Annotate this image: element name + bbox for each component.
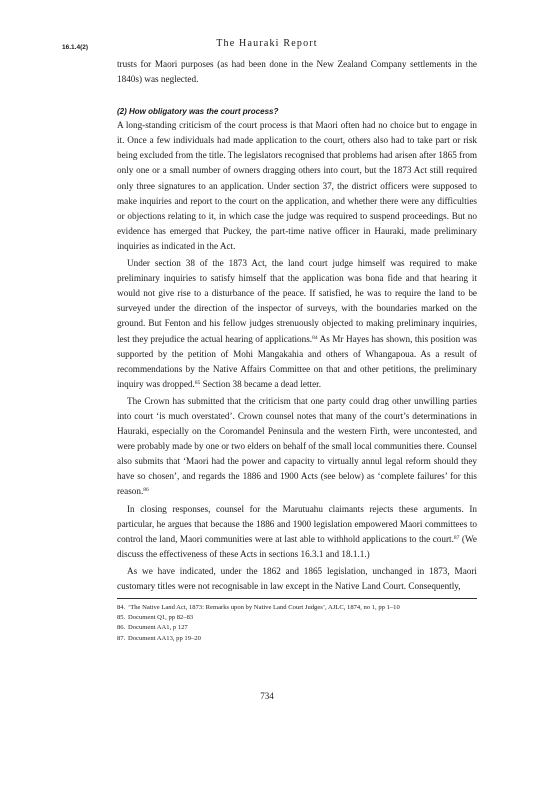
paragraph-closing-responses: [117, 502, 477, 562]
footnote-number: 84.: [117, 604, 126, 611]
footnote-text: Document AA13, pp 19–20: [128, 634, 201, 642]
footnote-ref-86[interactable]: 86: [143, 487, 149, 494]
footnote-85: [117, 613, 477, 623]
footnote-84: [117, 603, 477, 613]
paragraph-text: As Mr Hayes has shown, this position was supported by the petition of Mohi Mangakahia and others of Whangapoua. As a result of recommendations by the Native Affairs Committee on that and other petitions, the preliminary inquiry was dropped.: [117, 333, 477, 389]
paragraph-continuation: trusts for Maori purposes (as had been done in the New Zealand Company settlements in the 1840s) was neglected.: [117, 59, 477, 85]
page-number: 734: [260, 691, 274, 701]
footnote-number: 86.: [117, 624, 126, 632]
paragraph-text: The Crown has submitted that the criticism that one party could drag other unwilling parties into court ‘is much overstated’. Crown counsel notes that many of the court’s determinations in Hauraki, especially on the Coromandel Peninsula and the western Firth, were uncontested, and were probably made by one or two elders on behalf of the small local communities there. Counsel also submits that ‘Maori had the power and capacity to virtually annul legal reform should they have so chosen’, and regards the 1886 and 1900 Acts (see below) as ‘complete failures’ for this reason.: [117, 395, 477, 497]
paragraph-text: Section 38 became a dead letter.: [200, 378, 321, 389]
footnote-text: Document Q1, pp 82–83: [128, 614, 194, 622]
paragraph-court-process-criticism: A long-standing criticism of the court process is that Maori often had no choice but to engage in it. Once a few individuals had made application to the court, others also had to take part or risk being excluded from the title. The legislators recognised that problems had arisen after 1865 from only one or a small number of owners dragging others into court, but the 1873 Act still required only three signatures to an application. Under section 37, the district officers were supposed to make inquiries and report to the court on the application, and whether there were any difficulties or objections relating to it, in which case the judge was required to suspend proceedings. But no evidence has emerged that Puckey, the part-time native officer in Hauraki, made preliminary inquiries as indicated in the Act.: [117, 120, 477, 251]
paragraph-text: Under section 38 of the 1873 Act, the land court judge himself was required to make preliminary inquiries to satisfy himself that the application was bona fide and that hearing it would not give rise to a disturbance of the peace. If satisfied, he was to require the land to be surveyed under the direction of the inspector of surveys, with the boundaries marked on the ground. But Fenton and his fellow judges strenuously objected to making preliminary inquiries, lest they prejudice the actual hearing of applications.: [117, 258, 477, 344]
footnote-number: 85.: [117, 614, 126, 622]
footnotes: [117, 603, 477, 644]
paragraph-crown-submission: [117, 394, 477, 500]
paragraph-text: In closing responses, counsel for the Marutuahu claimants rejects these arguments. In particular, he argues that because the 1886 and 1900 legislation empowered Maori committees to control the land, Maori communities were at last able to withhold applications to the court.: [117, 503, 477, 544]
paragraph-section-38: [117, 256, 477, 392]
footnote-number: 87.: [117, 634, 126, 642]
body-text: [117, 57, 477, 594]
subheading: (2) How obligatory was the court process?: [117, 107, 279, 117]
paragraph-customary-titles: As we have indicated, under the 1862 and 1865 legislation, unchanged in 1873, Maori customary titles were not recognisable in law except in the Native Land Court. Consequently,: [117, 565, 477, 591]
footnote-text: ‘The Native Land Act, 1873: Remarks upon by Native Land Court Judges’, AJLC, 1874, no 1, pp 1–10: [128, 604, 400, 611]
footnote-divider: [117, 598, 477, 599]
footnote-ref-85[interactable]: 85: [194, 379, 201, 386]
running-header-title: The Hauraki Report: [216, 38, 318, 49]
footnote-ref-84[interactable]: 84: [312, 334, 318, 341]
section-reference: 16.1.4(2): [62, 44, 89, 51]
paragraph-text: (We discuss the effectiveness of these Acts in sections 16.3.1 and 18.1.1.): [117, 533, 478, 559]
footnote-86: [117, 623, 477, 633]
footnote-ref-87[interactable]: 87: [453, 534, 460, 541]
footnote-87: [117, 634, 477, 644]
footnote-text: Document AA1, p 127: [128, 624, 188, 632]
